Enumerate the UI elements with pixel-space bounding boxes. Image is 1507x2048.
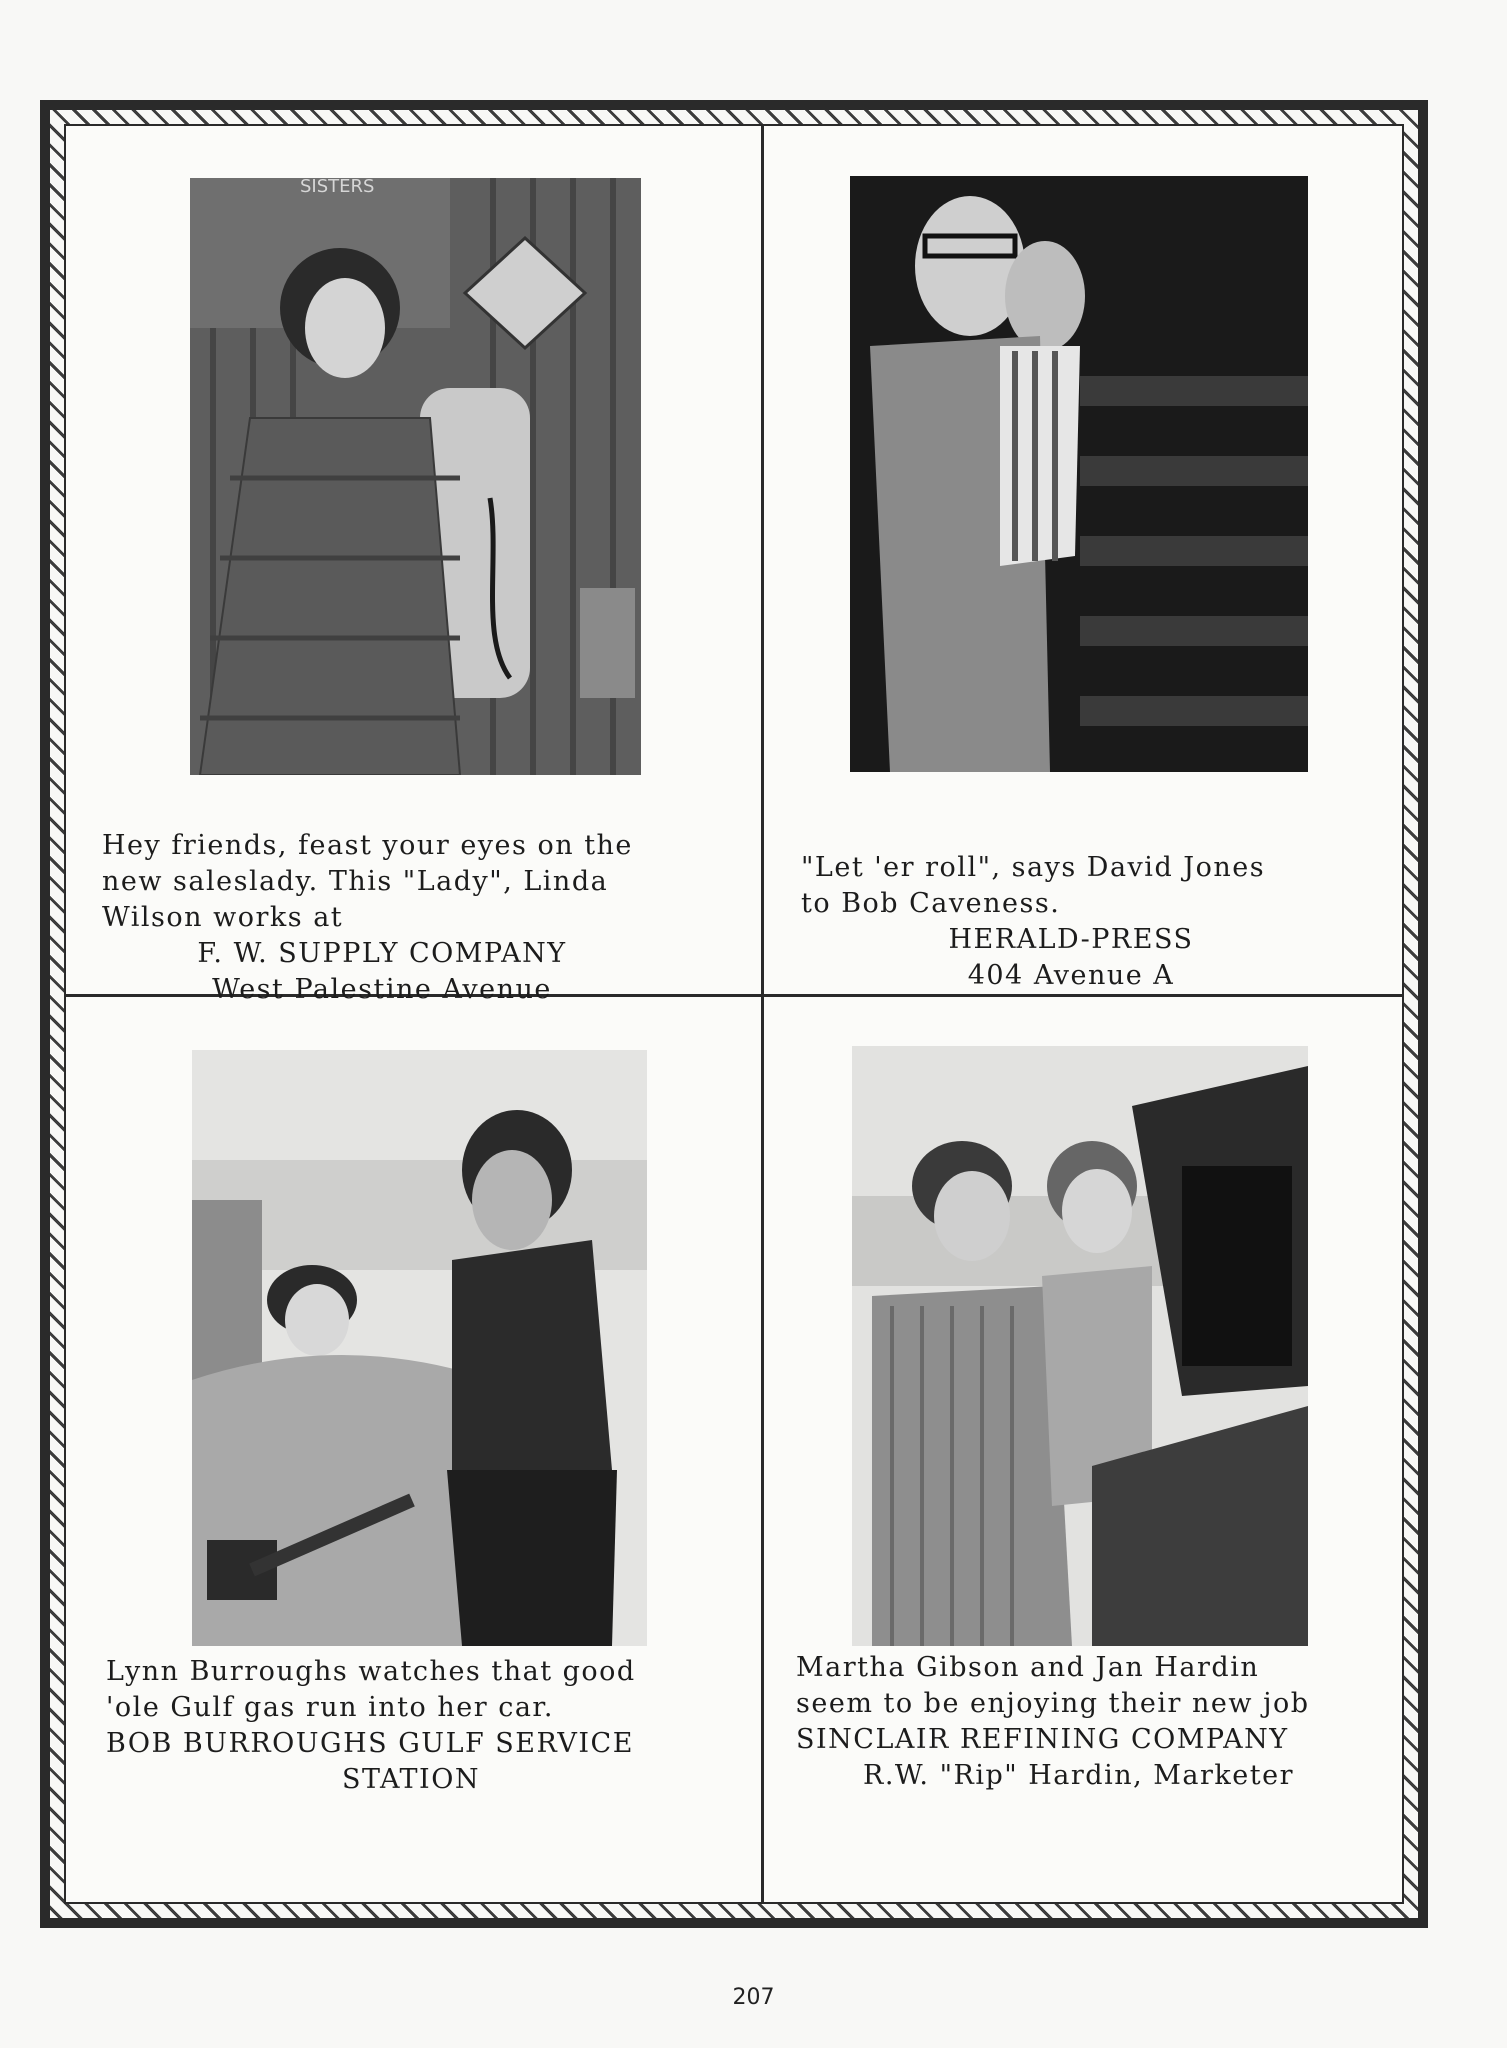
photo-car-engine	[852, 1046, 1308, 1646]
business-address: 404 Avenue A	[967, 960, 1175, 991]
business-name: HERALD-PRESS	[948, 924, 1194, 955]
photo-sign-text: SISTERS	[300, 178, 375, 197]
caption-line: "Let 'er roll", says David Jones	[801, 852, 1266, 883]
vertical-divider	[761, 126, 764, 1902]
caption-line: seem to be enjoying their new job	[796, 1688, 1310, 1719]
caption-ad-1	[102, 828, 752, 1008]
caption-ad-3	[106, 1654, 746, 1798]
caption-ad-2	[801, 850, 1441, 994]
decorative-border	[40, 100, 1428, 1928]
caption-line: new saleslady. This "Lady", Linda	[102, 866, 609, 897]
business-address: R.W. "Rip" Hardin, Marketer	[862, 1760, 1295, 1791]
ad-grid	[64, 124, 1404, 1904]
photo-saleslady	[190, 178, 641, 775]
photo-press-workers	[850, 176, 1308, 772]
business-name: SINCLAIR REFINING COMPANY	[796, 1724, 1289, 1755]
caption-ad-4	[796, 1650, 1441, 1794]
business-name: F. W. SUPPLY COMPANY	[197, 938, 567, 969]
caption-line: Lynn Burroughs watches that good	[106, 1656, 636, 1687]
photo-gas-station	[192, 1050, 647, 1646]
caption-line: Martha Gibson and Jan Hardin	[796, 1652, 1260, 1683]
business-name: BOB BURROUGHS GULF SERVICE	[106, 1728, 634, 1759]
caption-line: 'ole Gulf gas run into her car.	[106, 1692, 554, 1723]
caption-line: Wilson works at	[102, 902, 344, 933]
caption-line: to Bob Caveness.	[801, 888, 1061, 919]
caption-line: Hey friends, feast your eyes on the	[102, 830, 633, 861]
business-address: STATION	[342, 1764, 480, 1795]
page-number: 207	[732, 1985, 775, 2010]
business-address: West Palestine Avenue	[212, 974, 552, 1005]
